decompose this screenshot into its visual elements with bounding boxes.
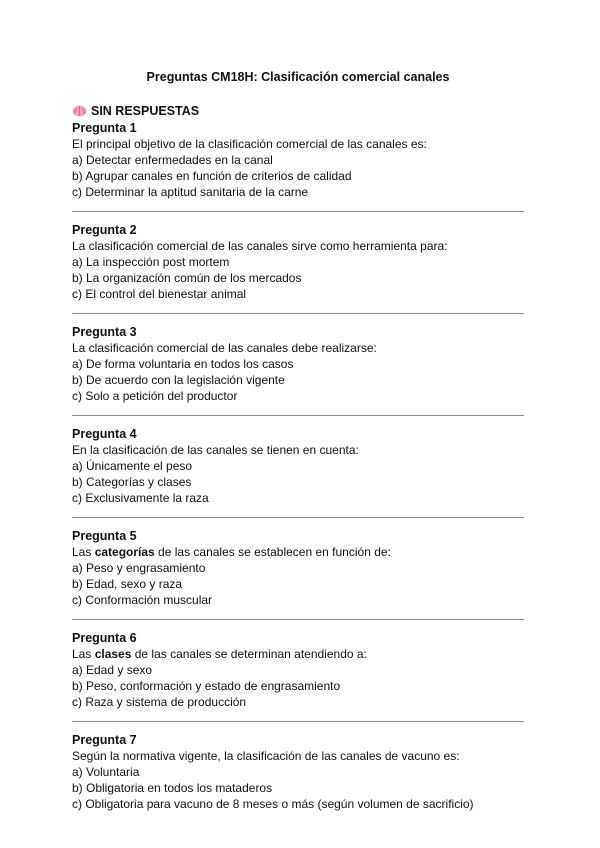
answer-option: a) De forma voluntaria en todos los casos	[72, 357, 294, 371]
answer-option: b) Obligatoria en todos los mataderos	[72, 781, 273, 795]
question-title: Pregunta 1	[72, 121, 137, 135]
answer-option: b) Edad, sexo y raza	[72, 577, 183, 591]
answer-option: b) Categorías y clases	[72, 475, 192, 489]
question-text	[72, 238, 524, 254]
question-divider	[72, 211, 524, 212]
question-text	[72, 136, 524, 152]
answer-option: a) Detectar enfermedades en la canal	[72, 153, 273, 167]
question-5	[72, 528, 524, 608]
question-divider	[72, 517, 524, 518]
question-text	[72, 646, 524, 662]
question-text	[72, 340, 524, 356]
section-label: SIN RESPUESTAS	[91, 104, 200, 118]
question-text-start: La clasificación comercial de las canales debe realizarse:	[72, 341, 377, 355]
question-text	[72, 748, 524, 764]
question-text-start: Las	[72, 545, 95, 559]
answer-option: b) Peso, conformación y estado de engrasamiento	[72, 679, 341, 693]
question-divider	[72, 415, 524, 416]
question-2	[72, 222, 524, 302]
answer-option: c) Determinar la aptitud sanitaria de la carne	[72, 185, 309, 199]
answer-option: b) De acuerdo con la legislación vigente	[72, 373, 285, 387]
brain-icon	[72, 105, 87, 117]
question-text-emphasis: clases	[94, 647, 132, 661]
answer-option: a) Únicamente el peso	[72, 459, 193, 473]
question-title: Pregunta 5	[72, 529, 137, 543]
answer-option: a) Peso y engrasamiento	[72, 561, 206, 575]
answer-option: a) La inspección post mortem	[72, 255, 230, 269]
section-header	[72, 104, 199, 118]
question-6	[72, 630, 524, 710]
question-4	[72, 426, 524, 506]
question-text-start: En la clasificación de las canales se tienen en cuenta:	[72, 443, 359, 457]
question-divider	[72, 619, 524, 620]
question-title: Pregunta 6	[72, 631, 137, 645]
question-text-start: Las	[72, 647, 95, 661]
question-divider	[72, 313, 524, 314]
question-title: Pregunta 4	[72, 427, 137, 441]
question-title: Pregunta 3	[72, 325, 137, 339]
question-list	[72, 120, 524, 812]
question-1	[72, 120, 524, 200]
answer-option: c) Solo a petición del productor	[72, 389, 238, 403]
answer-option: a) Voluntaria	[72, 765, 140, 779]
question-title: Pregunta 7	[72, 733, 137, 747]
question-text-start: La clasificación comercial de las canales sirve como herramienta para:	[72, 239, 448, 253]
question-text-emphasis: categorías	[94, 545, 155, 559]
question-text	[72, 442, 524, 458]
question-text-end: de las canales se determinan atendiendo a:	[131, 647, 367, 661]
question-7	[72, 732, 524, 812]
answer-option: b) Agrupar canales en función de criterios de calidad	[72, 169, 352, 183]
answer-option: a) Edad y sexo	[72, 663, 153, 677]
question-text-start: El principal objetivo de la clasificación comercial de las canales es:	[72, 137, 427, 151]
question-divider	[72, 721, 524, 722]
question-3	[72, 324, 524, 404]
answer-option: c) Raza y sistema de producción	[72, 695, 247, 709]
question-text-end: de las canales se establecen en función de:	[154, 545, 391, 559]
answer-option: c) El control del bienestar animal	[72, 287, 247, 301]
answer-option: c) Obligatoria para vacuno de 8 meses o más (según volumen de sacrificio)	[72, 797, 474, 811]
document-title: Preguntas CM18H: Clasificación comercial canales	[146, 70, 450, 84]
answer-option: c) Conformación muscular	[72, 593, 213, 607]
question-text-start: Según la normativa vigente, la clasificación de las canales de vacuno es:	[72, 749, 460, 763]
question-text	[72, 544, 524, 560]
question-title: Pregunta 2	[72, 223, 137, 237]
answer-option: c) Exclusivamente la raza	[72, 491, 209, 505]
answer-option: b) La organización común de los mercados	[72, 271, 302, 285]
